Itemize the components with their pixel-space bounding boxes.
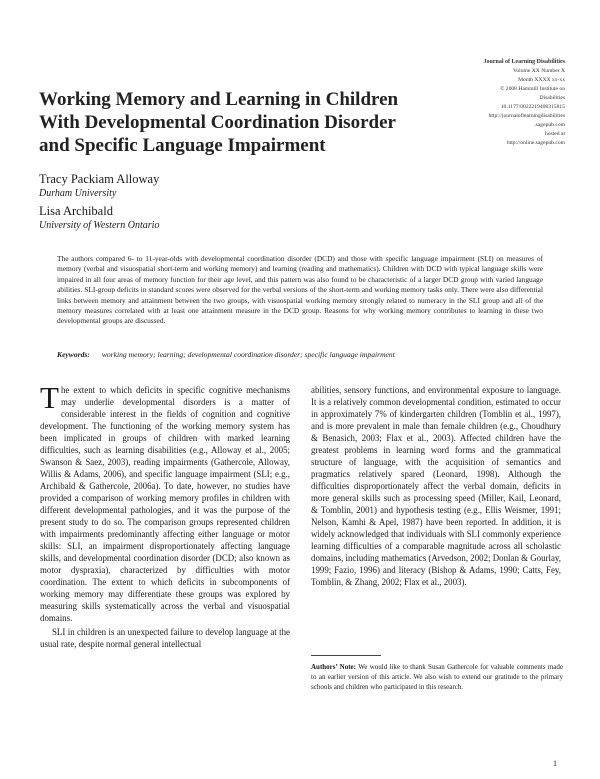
authors-note	[311, 662, 563, 692]
journal-url-cont: .sagepub.com	[534, 122, 565, 128]
journal-copyright-cont: Disabilities	[539, 95, 565, 101]
body-column-left	[40, 380, 290, 650]
author-name: Lisa Archibald	[39, 204, 113, 218]
drop-cap: T	[40, 380, 59, 415]
journal-doi: 10.1177/0022219408315815	[500, 104, 565, 110]
paper-title	[39, 88, 439, 157]
body-paragraph: abilities, sensory functions, and environmental exposure to language. It is a relatively common developmental condition, estimated to occur in approximately 7% of kindergarten children (Tomblin et al., 1997), and is more prevalent in male than female children (e.g., Choudhury & Benasich, 2003; Flax et al., 2003). Affected children have the greatest problems in learning word forms and the grammatical structure of language, with the acquisition of semantics and pragmatics relatively spared (Leonard, 1998). Although the difficulties disproportionately affect the verbal domain, deficits in more general skills such as processing speed (Miller, Kail, Leonard, & Tomblin, 2001) and hypothesis testing (e.g., Ellis Weismer, 1991; Nelson, Kamhi & Apel, 1987) have been reported. In addition, it is widely acknowledged that individuals with SLI commonly experience learning difficulties of a comparable magnitude across all scholastic domains, including mathematics (Arvedson, 2002; Donlan & Gourlay, 1999; Fazio, 1996) and literacy (Bishop & Adams, 1990; Catts, Fey, Tomblin, & Zhang, 2002; Flax et al., 2003).	[311, 385, 561, 587]
authors-note-label: Authors’ Note:	[311, 663, 356, 671]
authors-note-text: We would like to thank Susan Gathercole for valuable comments made to an earlier version of this article. We also wish to extend our gratitude to the primary schools and children who participated in this research.	[311, 663, 563, 691]
title-line: and Specific Language Impairment	[39, 135, 326, 156]
journal-meta	[420, 58, 565, 148]
journal-hosted-url: http://online.sagepub.com	[506, 140, 565, 146]
author-list	[39, 173, 339, 237]
body-text: he extent to which deficits in specific cognitive mechanisms may underlie developmental disorders is a matter of considerable interest in the fields of cognition and cognitive development. The functioning of the working memory system has been implicated in groups of children with marked learning difficulties, such as learning disabilities (e.g., Alloway et al., 2005; Swanson & Saez, 2003), reading impairments (Gathercole, Alloway, Willis & Adams, 2006), and specific language impairment (SLI; e.g., Archibald & Gathercole, 2006a). To date, however, no studies have provided a comparison of working memory profiles in children with different developmental pathologies, and it was the purpose of the present study to do so. The comparison groups represented children with impairments predominantly affecting either language or motor skills: SLI, an impairment disproportionately affecting language skills, and developmental coordination disorder (DCD; also known as motor dyspraxia), characterized by difficulties with motor coordination. The extent to which deficits in subcomponents of working memory may differentiate these groups was explored by measuring skills systematically across the verbal and visuospatial domains.	[40, 385, 290, 623]
author-affiliation: University of Western Ontario	[39, 219, 160, 231]
journal-copyright: © 2008 Hammill Institute on	[500, 86, 565, 92]
body-paragraph	[40, 380, 290, 624]
journal-hosted-label: hosted at	[544, 131, 565, 137]
journal-name: Journal of Learning Disabilities	[483, 59, 565, 65]
journal-url: http://journaloflearningdisabilities	[488, 113, 565, 119]
keywords-label: Keywords:	[57, 350, 90, 359]
footnote-divider	[311, 655, 381, 656]
journal-volume: Volume XX Number X	[513, 68, 565, 74]
author-name: Tracy Packiam Alloway	[39, 172, 160, 186]
journal-issue-date: Month XXXX xx-xx	[518, 77, 565, 83]
author-affiliation: Durham University	[39, 187, 117, 199]
keywords-text: working memory; learning; developmental coordination disorder; specific language impairment	[101, 350, 395, 359]
keywords	[57, 350, 547, 359]
title-line: Working Memory and Learning in Children	[39, 89, 399, 110]
body-column-right	[311, 384, 561, 588]
title-line: With Developmental Coordination Disorder	[39, 112, 396, 133]
body-paragraph: SLI in children is an unexpected failure to develop language at the usual rate, despite normal general intellectual	[40, 627, 290, 649]
page-number: 1	[553, 759, 557, 768]
abstract: The authors compared 6- to 11-year-olds with developmental coordination disorder (DCD) and those with specific language impairment (SLI) on measures of memory (verbal and visuospatial short-term and working memory) and learning (reading and mathematics). Children with DCD with typical language skills were impaired in all four areas of memory function for their age level, and this pattern was also found to be characteristic of a larger DCD group with varied language abilities. SLI-group deficits in standard scores were observed for the verbal versions of the short-term and working memory tasks only. There were also differential links between memory and attainment between the two groups, with visuospatial working memory strongly related to numeracy in the SLI group and all of the memory measures correlated with at least one attainment measure in the DCD group. Reasons for why working memory contributes to learning in these two developmental groups are discussed.	[57, 254, 543, 326]
